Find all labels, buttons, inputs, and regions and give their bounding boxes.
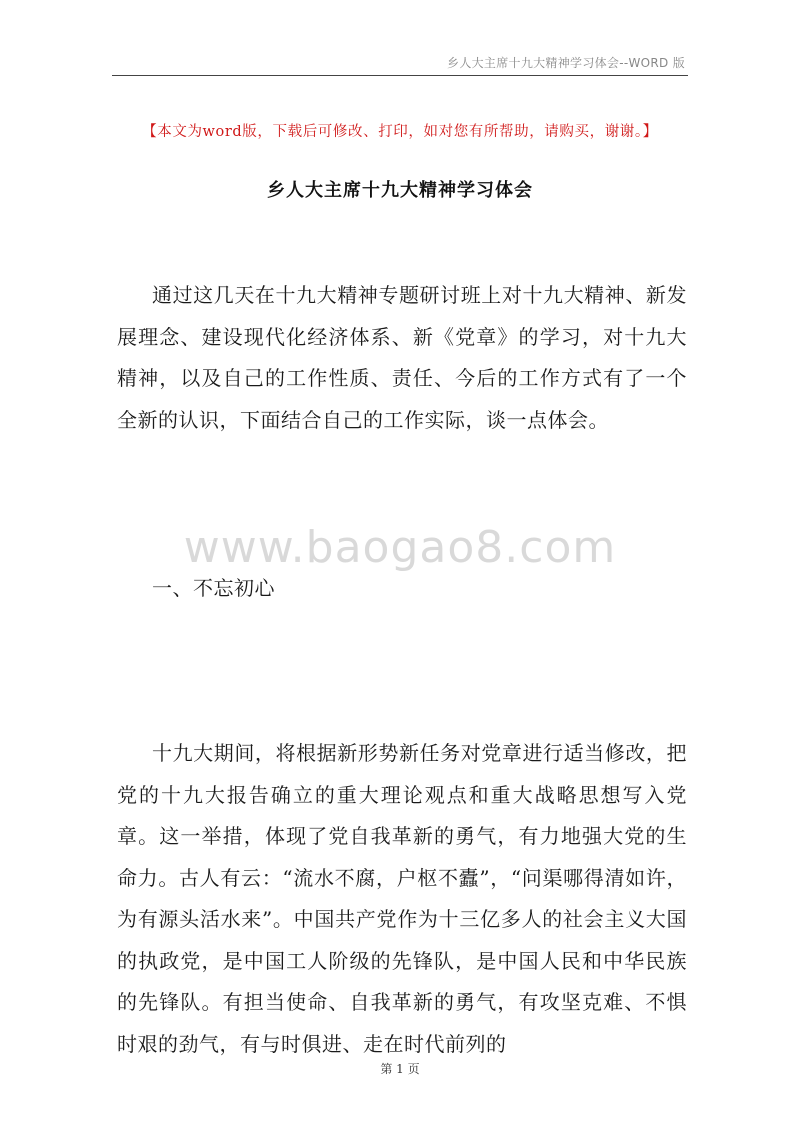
body-paragraph-intro: 通过这几天在十九大精神专题研讨班上对十九大精神、新发展理念、建设现代化经济体系、新《党章》的学习，对十九大精神，以及自己的工作性质、责任、今后的工作方式有了一个全新的认识，下面结合自己的工作实际，谈一点体会。 <box>117 283 687 432</box>
purchase-notice: 【本文为word版，下载后可修改、打印，如对您有所帮助，请购买，谢谢。】 <box>142 124 658 140</box>
section-heading: 一、不忘初心 <box>152 576 275 600</box>
watermark-text: www.baogao8.com <box>183 522 617 573</box>
header-divider <box>112 75 688 76</box>
body-paragraph-section-one: 十九大期间，将根据新形势新任务对党章进行适当修改，把党的十九大报告确立的重大理论观点和重大战略思想写入党章。这一举措，体现了党自我革新的勇气，有力地强大党的生命力。古人有云：“流水不腐，户枢不蠹”，“问渠哪得清如许，为有源头活水来”。中国共产党作为十三亿多人的社会主义大国的执政党，是中国工人阶级的先锋队，是中国人民和中华民族的先锋队。有担当使命、自我革新的勇气，有攻坚克难、不惧时艰的劲气，有与时俱进、走在时代前列的 <box>117 741 687 1056</box>
running-header: 乡人大主席十九大精神学习体会--WORD 版 <box>447 56 685 70</box>
page-number: 第 1 页 <box>380 1062 420 1076</box>
document-title: 乡人大主席十九大精神学习体会 <box>267 180 533 201</box>
